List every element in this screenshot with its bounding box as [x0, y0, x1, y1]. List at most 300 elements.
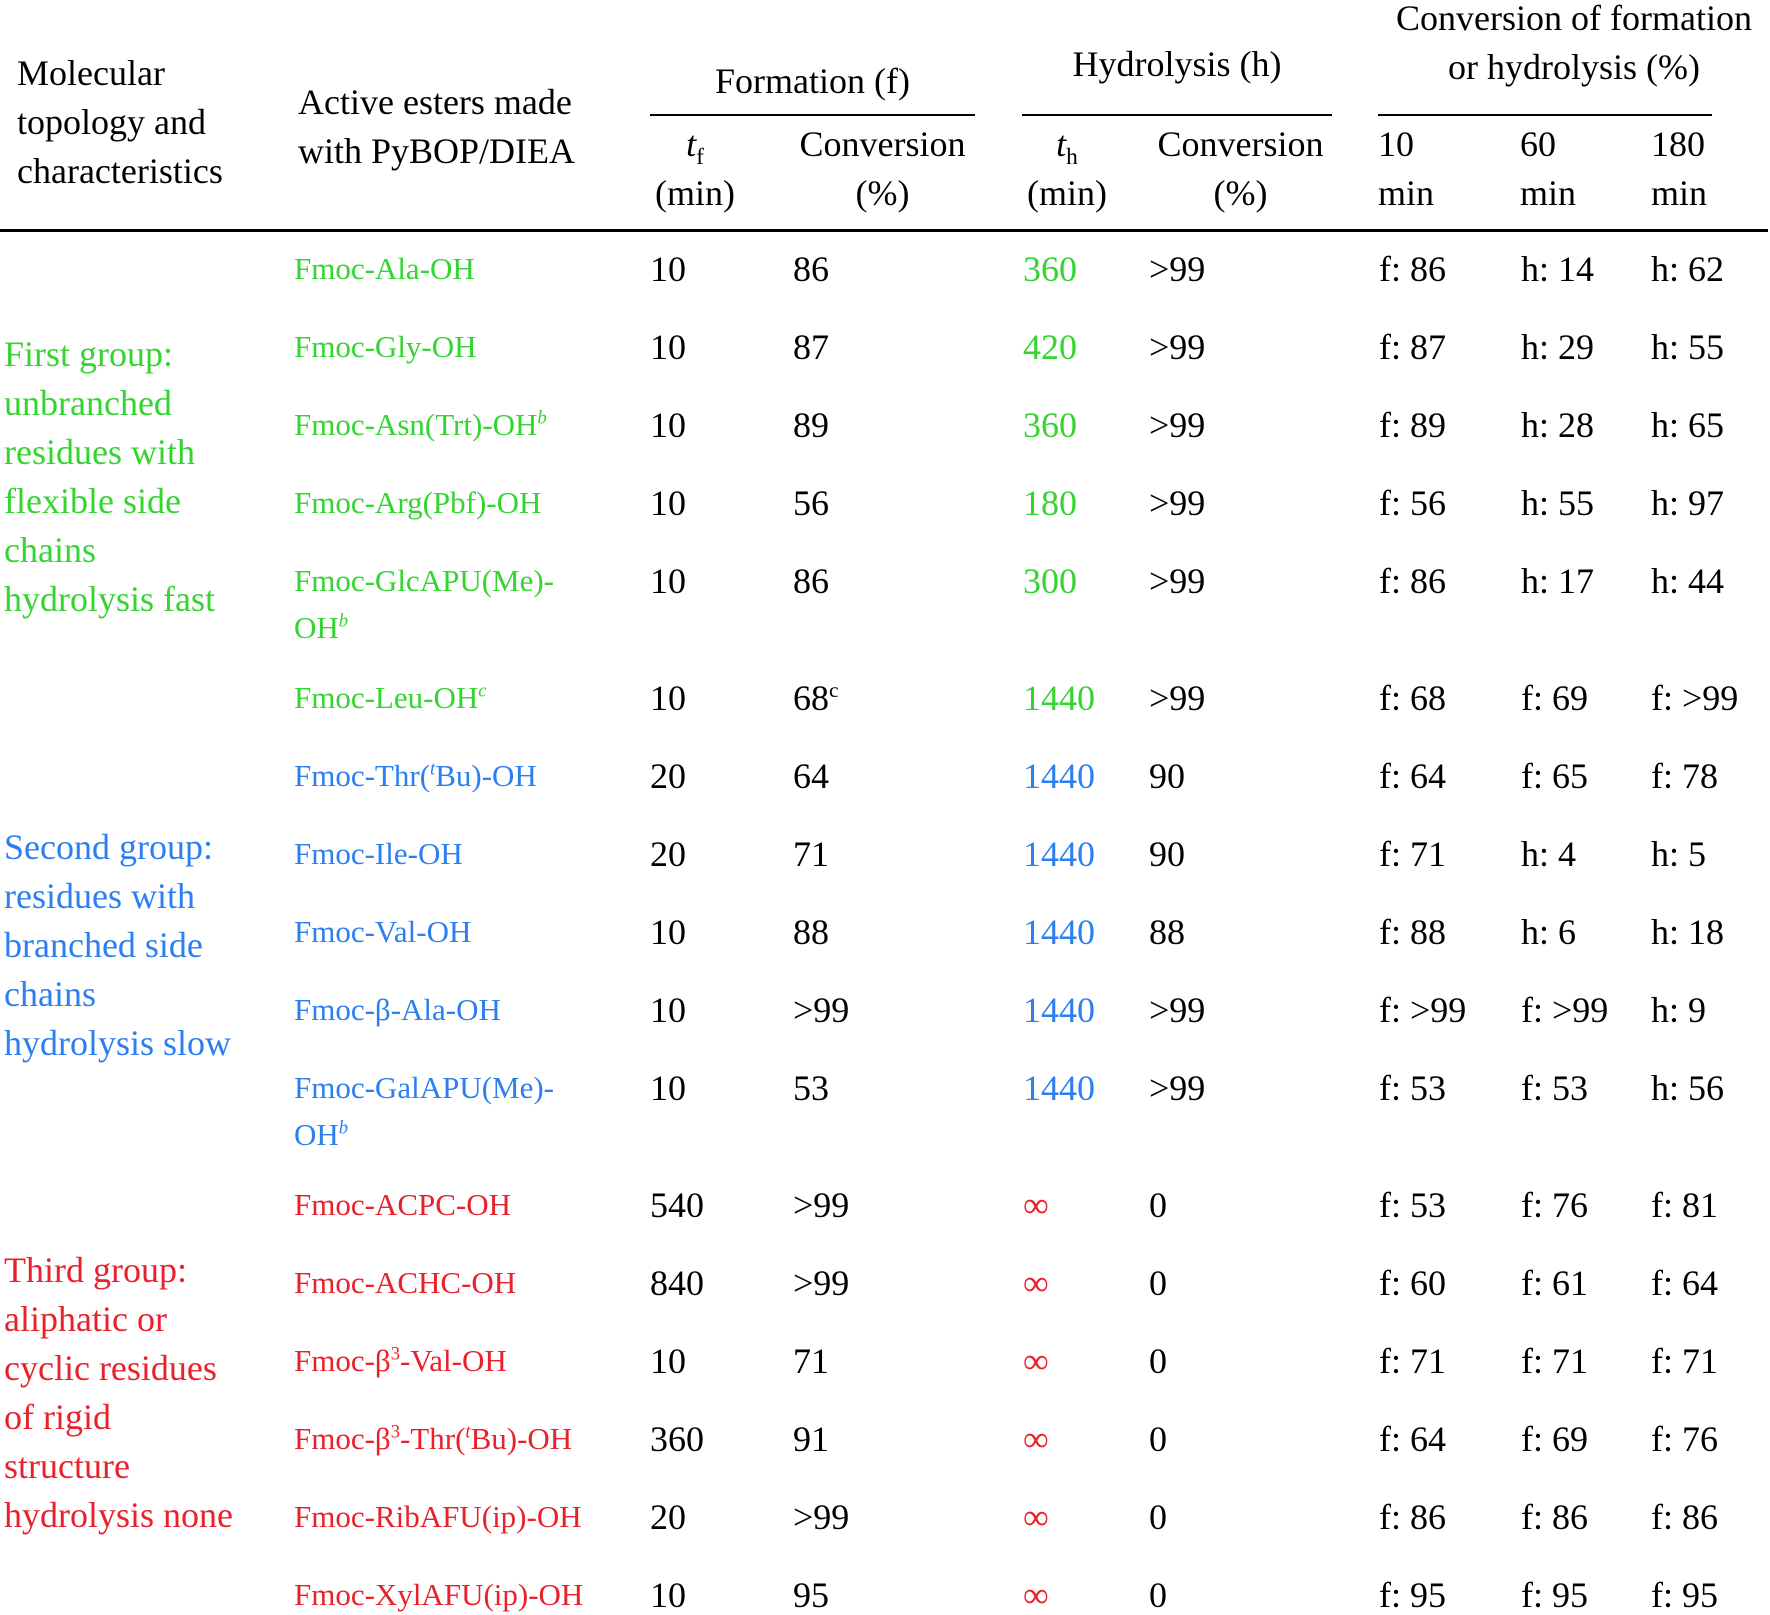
- conversion-10min-value: f: 53: [1379, 1068, 1446, 1108]
- conversion-10min: [1379, 249, 1446, 289]
- ester-text: Fmoc-ACPC-OH: [294, 1187, 512, 1222]
- hydrolysis-time-value: 1440: [1023, 678, 1095, 718]
- conversion-180min-value: h: 9: [1651, 990, 1707, 1030]
- hydrolysis-conversion: [1149, 249, 1205, 289]
- formation-time-value: 20: [650, 756, 686, 796]
- ester-name: [294, 1343, 507, 1379]
- conversion-180min-value: h: 65: [1651, 405, 1725, 445]
- conversion-180min-value: h: 18: [1651, 912, 1725, 952]
- formation-conversion: [793, 990, 849, 1030]
- hydrolysis-time-value: 360: [1023, 405, 1077, 445]
- conversion-180min: [1651, 1068, 1724, 1108]
- conversion-60min-value: h: 29: [1521, 327, 1595, 367]
- hydrolysis-time: [1023, 483, 1077, 523]
- conversion-10min: [1379, 678, 1446, 718]
- conversion-60min: [1521, 1068, 1588, 1108]
- hydrolysis-conversion-value: >99: [1149, 327, 1206, 367]
- hydrolysis-conversion: [1149, 990, 1205, 1030]
- hydrolysis-time: [1023, 561, 1077, 601]
- hydrolysis-conversion-value: >99: [1149, 1068, 1206, 1108]
- ester-text: Fmoc-GlcAPU(Me)-: [294, 563, 555, 598]
- hydrolysis-time: [1023, 1341, 1049, 1381]
- header-10min: 10 min: [1378, 124, 1435, 213]
- hydrolysis-conversion: [1149, 483, 1205, 523]
- conversion-180min: [1651, 1341, 1718, 1381]
- formation-conversion-value: 86: [793, 561, 829, 601]
- conversion-180min: [1651, 1185, 1718, 1225]
- hydrolysis-time-value: ∞: [1023, 1419, 1049, 1459]
- hydrolysis-conversion-value: >99: [1149, 561, 1206, 601]
- ester-name: [294, 1265, 516, 1301]
- conversion-10min-value: f: 86: [1379, 249, 1446, 289]
- ester-name: [294, 563, 554, 646]
- conversion-10min-value: f: 89: [1379, 405, 1446, 445]
- conversion-10min-value: f: 60: [1379, 1263, 1446, 1303]
- formation-time: [650, 678, 686, 718]
- ester-text: Fmoc-RibAFU(ip)-OH: [294, 1499, 582, 1534]
- conversion-rule: [1378, 114, 1712, 116]
- conversion-60min: [1521, 483, 1594, 523]
- hydrolysis-time: [1023, 912, 1095, 952]
- conversion-180min-value: f: 78: [1651, 756, 1718, 796]
- header-hconv: Conversion (%): [1157, 124, 1324, 213]
- ester-line: [294, 563, 554, 599]
- ester-name: [294, 1187, 511, 1223]
- hydrolysis-conversion-value: >99: [1149, 405, 1206, 445]
- formation-conversion: [793, 561, 829, 601]
- formation-conversion: [793, 756, 829, 796]
- formation-time-value: 20: [650, 1497, 686, 1537]
- conversion-10min-value: f: 88: [1379, 912, 1446, 952]
- formation-time: [650, 1263, 704, 1303]
- ester-line: [294, 485, 541, 521]
- conversion-180min: [1651, 561, 1724, 601]
- formation-time: [650, 483, 686, 523]
- conversion-60min-value: f: 53: [1521, 1068, 1588, 1108]
- conversion-10min-value: f: 86: [1379, 561, 1446, 601]
- conversion-60min-value: h: 4: [1521, 834, 1577, 874]
- ester-line: [294, 1421, 572, 1457]
- header-line: Active esters made: [298, 82, 572, 122]
- conversion-60min-value: f: 69: [1521, 678, 1588, 718]
- ester-line: [294, 251, 475, 287]
- hydrolysis-time: [1023, 1419, 1049, 1459]
- ester-text: Fmoc-β: [294, 1343, 391, 1378]
- hydrolysis-time: [1023, 249, 1077, 289]
- footnote-marker: c: [829, 678, 839, 702]
- conversion-10min-value: f: 87: [1379, 327, 1446, 367]
- formation-time-value: 20: [650, 834, 686, 874]
- group-label-third: Third group: aliphatic or cyclic residues of rigid structure hydrolysis none: [4, 1250, 233, 1535]
- formation-time: [650, 990, 686, 1030]
- ester-name: [294, 329, 477, 365]
- ester-text: OH: [294, 610, 339, 645]
- conversion-10min: [1379, 834, 1446, 874]
- header-60min: 60 min: [1520, 124, 1577, 213]
- hydrolysis-conversion-value: >99: [1149, 678, 1206, 718]
- hydrolysis-conversion: [1149, 756, 1185, 796]
- ester-text: Fmoc-GalAPU(Me)-: [294, 1070, 555, 1105]
- header-hydrolysis: Hydrolysis (h): [1072, 44, 1282, 84]
- conversion-180min-value: h: 62: [1651, 249, 1725, 289]
- ester-line: [294, 1499, 582, 1535]
- conversion-10min: [1379, 756, 1446, 796]
- formation-time-value: 10: [650, 1575, 686, 1615]
- hydrolysis-time: [1023, 1263, 1049, 1303]
- formation-time-value: 10: [650, 1068, 686, 1108]
- ester-line: [294, 407, 547, 443]
- conversion-60min: [1521, 1341, 1588, 1381]
- formation-conversion: [793, 405, 829, 445]
- conversion-60min-value: f: 71: [1521, 1341, 1588, 1381]
- hydrolysis-conversion: [1149, 1419, 1167, 1459]
- hydrolysis-time-value: ∞: [1023, 1575, 1049, 1615]
- formation-time-value: 10: [650, 405, 686, 445]
- hydrolysis-conversion-value: 0: [1149, 1575, 1167, 1615]
- formation-conversion-value: >99: [793, 990, 850, 1030]
- formation-time-value: 10: [650, 561, 686, 601]
- formation-conversion: [793, 678, 839, 718]
- ester-text: Fmoc-Leu-OH: [294, 680, 479, 715]
- conversion-10min-value: f: 71: [1379, 834, 1446, 874]
- ester-text: Fmoc-β: [294, 1421, 391, 1456]
- conversion-180min: [1651, 912, 1724, 952]
- header-line: with PyBOP/DIEA: [298, 131, 576, 171]
- formation-time-value: 10: [650, 678, 686, 718]
- footnote-marker: b: [537, 407, 547, 429]
- ester-line: [294, 1343, 507, 1379]
- hydrolysis-time-value: 180: [1023, 483, 1077, 523]
- conversion-60min-value: h: 6: [1521, 912, 1577, 952]
- formation-conversion-value: 89: [793, 405, 829, 445]
- conversion-180min: [1651, 990, 1706, 1030]
- conversion-180min: [1651, 327, 1724, 367]
- conversion-60min-value: f: 76: [1521, 1185, 1588, 1225]
- hydrolysis-conversion-value: >99: [1149, 483, 1206, 523]
- header-bottom-rule: [0, 229, 1768, 232]
- ester-text: Fmoc-XylAFU(ip)-OH: [294, 1577, 584, 1612]
- ester-text: Fmoc-Asn(Trt)-OH: [294, 407, 538, 442]
- conversion-60min-value: f: 69: [1521, 1419, 1588, 1459]
- formation-conversion-value: 91: [793, 1419, 829, 1459]
- ester-name: [294, 758, 537, 794]
- hydrolysis-conversion-value: 0: [1149, 1419, 1167, 1459]
- conversion-60min-value: f: 61: [1521, 1263, 1588, 1303]
- hydrolysis-conversion: [1149, 1263, 1167, 1303]
- formation-conversion: [793, 912, 829, 952]
- conversion-180min: [1651, 1575, 1718, 1615]
- hydrolysis-time-value: 1440: [1023, 1068, 1095, 1108]
- ester-superscript: t: [465, 1421, 471, 1443]
- conversion-60min: [1521, 912, 1576, 952]
- conversion-60min-value: f: 65: [1521, 756, 1588, 796]
- formation-time: [650, 405, 686, 445]
- conversion-60min-value: f: 86: [1521, 1497, 1588, 1537]
- ester-text: Bu)-OH: [435, 758, 537, 793]
- ester-text: Bu)-OH: [470, 1421, 573, 1456]
- conversion-180min: [1651, 405, 1724, 445]
- conversion-180min-value: h: 55: [1651, 327, 1725, 367]
- formation-time-value: 360: [650, 1419, 704, 1459]
- ester-text: Fmoc-ACHC-OH: [294, 1265, 517, 1300]
- hydrolysis-time-value: ∞: [1023, 1185, 1049, 1225]
- formation-conversion: [793, 327, 829, 367]
- ester-superscript: t: [430, 758, 436, 780]
- formation-time: [650, 1185, 704, 1225]
- conversion-60min: [1521, 249, 1594, 289]
- conversion-180min-value: f: 64: [1651, 1263, 1718, 1303]
- formation-conversion: [793, 1185, 849, 1225]
- conversion-180min: [1651, 756, 1718, 796]
- formation-conversion-value: 87: [793, 327, 829, 367]
- ester-superscript: 3: [390, 1421, 401, 1443]
- formation-conversion-value: 68: [793, 678, 829, 718]
- formation-conversion-value: 71: [793, 1341, 829, 1381]
- formation-conversion: [793, 834, 829, 874]
- formation-time-value: 840: [650, 1263, 704, 1303]
- ester-text: Fmoc-Ala-OH: [294, 251, 475, 286]
- ester-name: [294, 836, 463, 872]
- hydrolysis-time-value: 1440: [1023, 834, 1095, 874]
- conversion-180min-value: h: 97: [1651, 483, 1725, 523]
- hydrolysis-conversion-value: >99: [1149, 249, 1206, 289]
- conversion-10min: [1379, 1068, 1446, 1108]
- formation-conversion-value: >99: [793, 1263, 850, 1303]
- conversion-180min: [1651, 1497, 1718, 1537]
- ester-line: [294, 1187, 511, 1223]
- ester-name: [294, 1421, 572, 1457]
- ester-line: [294, 992, 501, 1028]
- ester-name: [294, 992, 501, 1028]
- conversion-180min-value: f: 71: [1651, 1341, 1718, 1381]
- conversion-10min: [1379, 990, 1466, 1030]
- ester-text: Fmoc-Val-OH: [294, 914, 472, 949]
- ester-line: [294, 680, 487, 716]
- hydrolysis-rule: [1022, 114, 1332, 116]
- conversion-60min-value: f: 95: [1521, 1575, 1588, 1615]
- ester-text: Fmoc-β-Ala-OH: [294, 992, 501, 1027]
- hydrolysis-time: [1023, 834, 1095, 874]
- formation-time-value: 10: [650, 1341, 686, 1381]
- hydrolysis-time-value: 1440: [1023, 990, 1095, 1030]
- conversion-60min: [1521, 1419, 1588, 1459]
- formation-conversion-value: 88: [793, 912, 829, 952]
- conversion-10min-value: f: 68: [1379, 678, 1446, 718]
- ester-name: [294, 1070, 554, 1153]
- ester-text: -Val-OH: [400, 1343, 507, 1378]
- conversion-10min-value: f: >99: [1379, 990, 1467, 1030]
- formation-time: [650, 834, 686, 874]
- conversion-10min-value: f: 71: [1379, 1341, 1446, 1381]
- conversion-60min: [1521, 1263, 1588, 1303]
- ester-text: Fmoc-Arg(Pbf)-OH: [294, 485, 542, 520]
- ester-line: [294, 1577, 583, 1613]
- conversion-180min: [1651, 834, 1706, 874]
- formation-conversion: [793, 1341, 829, 1381]
- header-formation: Formation (f): [715, 61, 910, 101]
- footnote-marker: b: [338, 610, 349, 632]
- ester-superscript: 3: [390, 1343, 401, 1365]
- conversion-180min-value: f: >99: [1651, 678, 1739, 718]
- formation-conversion: [793, 1575, 829, 1615]
- conversion-10min: [1379, 327, 1446, 367]
- formation-time: [650, 1068, 686, 1108]
- hydrolysis-time-value: 420: [1023, 327, 1077, 367]
- formation-time-value: 10: [650, 249, 686, 289]
- conversion-10min-value: f: 86: [1379, 1497, 1446, 1537]
- header-line: topology and: [17, 102, 206, 142]
- conversion-60min-value: h: 28: [1521, 405, 1595, 445]
- conversion-60min-value: h: 17: [1521, 561, 1595, 601]
- conversion-10min: [1379, 1497, 1446, 1537]
- hydrolysis-conversion: [1149, 1185, 1167, 1225]
- formation-conversion-value: 71: [793, 834, 829, 874]
- conversion-10min-value: f: 56: [1379, 483, 1446, 523]
- formation-rule: [650, 114, 975, 116]
- hydrolysis-conversion-value: 0: [1149, 1185, 1167, 1225]
- ester-line: [294, 1117, 554, 1153]
- formation-conversion-value: >99: [793, 1497, 850, 1537]
- hydrolysis-time: [1023, 327, 1077, 367]
- conversion-10min: [1379, 1575, 1446, 1615]
- conversion-180min-value: h: 56: [1651, 1068, 1725, 1108]
- group-label-second: Second group: residues with branched side chains hydrolysis slow: [4, 827, 232, 1063]
- conversion-10min: [1379, 405, 1446, 445]
- footnote-marker: c: [478, 680, 487, 702]
- header-line: Conversion of formation: [1396, 0, 1752, 38]
- header-conversion-group: [1378, 0, 1770, 92]
- hydrolysis-time-value: 300: [1023, 561, 1077, 601]
- hydrolysis-conversion: [1149, 327, 1205, 367]
- formation-conversion-value: 95: [793, 1575, 829, 1615]
- conversion-60min: [1521, 678, 1588, 718]
- hydrolysis-time-value: 1440: [1023, 756, 1095, 796]
- ester-name: [294, 485, 541, 521]
- hydrolysis-conversion-value: >99: [1149, 990, 1206, 1030]
- hydrolysis-conversion: [1149, 405, 1205, 445]
- hydrolysis-conversion-value: 0: [1149, 1263, 1167, 1303]
- hydrolysis-conversion: [1149, 1575, 1167, 1615]
- header-tf: $t_f$ (min): [655, 124, 735, 213]
- header-line: or hydrolysis (%): [1448, 47, 1700, 87]
- conversion-10min: [1379, 1185, 1446, 1225]
- formation-time: [650, 327, 686, 367]
- header-esters: [298, 78, 575, 176]
- formation-conversion-value: >99: [793, 1185, 850, 1225]
- hydrolysis-conversion: [1149, 912, 1185, 952]
- hydrolysis-conversion-value: 0: [1149, 1341, 1167, 1381]
- hydrolysis-time-value: ∞: [1023, 1263, 1049, 1303]
- hydrolysis-conversion-value: 88: [1149, 912, 1185, 952]
- conversion-180min-value: f: 95: [1651, 1575, 1718, 1615]
- formation-time-value: 10: [650, 483, 686, 523]
- formation-conversion: [793, 249, 829, 289]
- hydrolysis-conversion: [1149, 1341, 1167, 1381]
- formation-time: [650, 1419, 704, 1459]
- ester-text: Fmoc-Thr(: [294, 758, 431, 793]
- header-line: characteristics: [17, 151, 223, 191]
- conversion-10min: [1379, 1419, 1446, 1459]
- conversion-10min: [1379, 483, 1446, 523]
- ester-line: [294, 758, 537, 794]
- conversion-60min: [1521, 561, 1594, 601]
- header-fconv: Conversion (%): [799, 124, 966, 213]
- ester-text: Fmoc-Gly-OH: [294, 329, 477, 364]
- conversion-10min-value: f: 53: [1379, 1185, 1446, 1225]
- formation-conversion: [793, 1497, 849, 1537]
- formation-time: [650, 249, 686, 289]
- formation-time: [650, 756, 686, 796]
- hydrolysis-time-value: ∞: [1023, 1497, 1049, 1537]
- ester-name: [294, 914, 471, 950]
- hydrolysis-time: [1023, 1185, 1049, 1225]
- formation-time: [650, 912, 686, 952]
- conversion-60min: [1521, 327, 1594, 367]
- hydrolysis-conversion-value: 90: [1149, 834, 1185, 874]
- conversion-180min: [1651, 1263, 1718, 1303]
- header-180min: 180 min: [1651, 124, 1708, 213]
- ester-name: [294, 407, 547, 443]
- conversion-180min-value: f: 86: [1651, 1497, 1718, 1537]
- header-line: Molecular: [17, 53, 165, 93]
- conversion-180min-value: f: 81: [1651, 1185, 1718, 1225]
- hydrolysis-conversion: [1149, 1497, 1167, 1537]
- group-label-first: First group: unbranched residues with flexible side chains hydrolysis fast: [4, 334, 215, 619]
- formation-time: [650, 1341, 686, 1381]
- formation-time-value: 540: [650, 1185, 704, 1225]
- hydrolysis-conversion-value: 0: [1149, 1497, 1167, 1537]
- conversion-60min-value: h: 14: [1521, 249, 1595, 289]
- conversion-180min-value: f: 76: [1651, 1419, 1718, 1459]
- ester-text: Fmoc-Ile-OH: [294, 836, 463, 871]
- hydrolysis-conversion: [1149, 561, 1205, 601]
- conversion-180min: [1651, 483, 1724, 523]
- formation-time: [650, 1497, 686, 1537]
- hydrolysis-time-value: 1440: [1023, 912, 1095, 952]
- hydrolysis-conversion: [1149, 1068, 1205, 1108]
- conversion-180min: [1651, 249, 1724, 289]
- ester-line: [294, 1265, 516, 1301]
- ester-line: [294, 329, 477, 365]
- formation-conversion-value: 53: [793, 1068, 829, 1108]
- ester-line: [294, 610, 554, 646]
- formation-conversion: [793, 483, 829, 523]
- ester-line: [294, 1070, 554, 1106]
- conversion-60min: [1521, 1497, 1588, 1537]
- hydrolysis-time: [1023, 990, 1095, 1030]
- ester-line: [294, 914, 471, 950]
- conversion-10min-value: f: 64: [1379, 756, 1446, 796]
- ester-name: [294, 1499, 582, 1535]
- conversion-10min: [1379, 912, 1446, 952]
- formation-time: [650, 561, 686, 601]
- ester-name: [294, 1577, 583, 1613]
- formation-conversion: [793, 1068, 829, 1108]
- formation-conversion: [793, 1263, 849, 1303]
- ester-name: [294, 680, 487, 716]
- conversion-10min: [1379, 1341, 1446, 1381]
- conversion-10min: [1379, 561, 1446, 601]
- ester-name: [294, 251, 475, 287]
- conversion-10min: [1379, 1263, 1446, 1303]
- conversion-60min-value: h: 55: [1521, 483, 1595, 523]
- conversion-60min: [1521, 405, 1594, 445]
- conversion-60min: [1521, 1575, 1588, 1615]
- ester-line: [294, 836, 463, 872]
- header-topology: [17, 49, 223, 196]
- conversion-60min: [1521, 1185, 1588, 1225]
- hydrolysis-time: [1023, 405, 1077, 445]
